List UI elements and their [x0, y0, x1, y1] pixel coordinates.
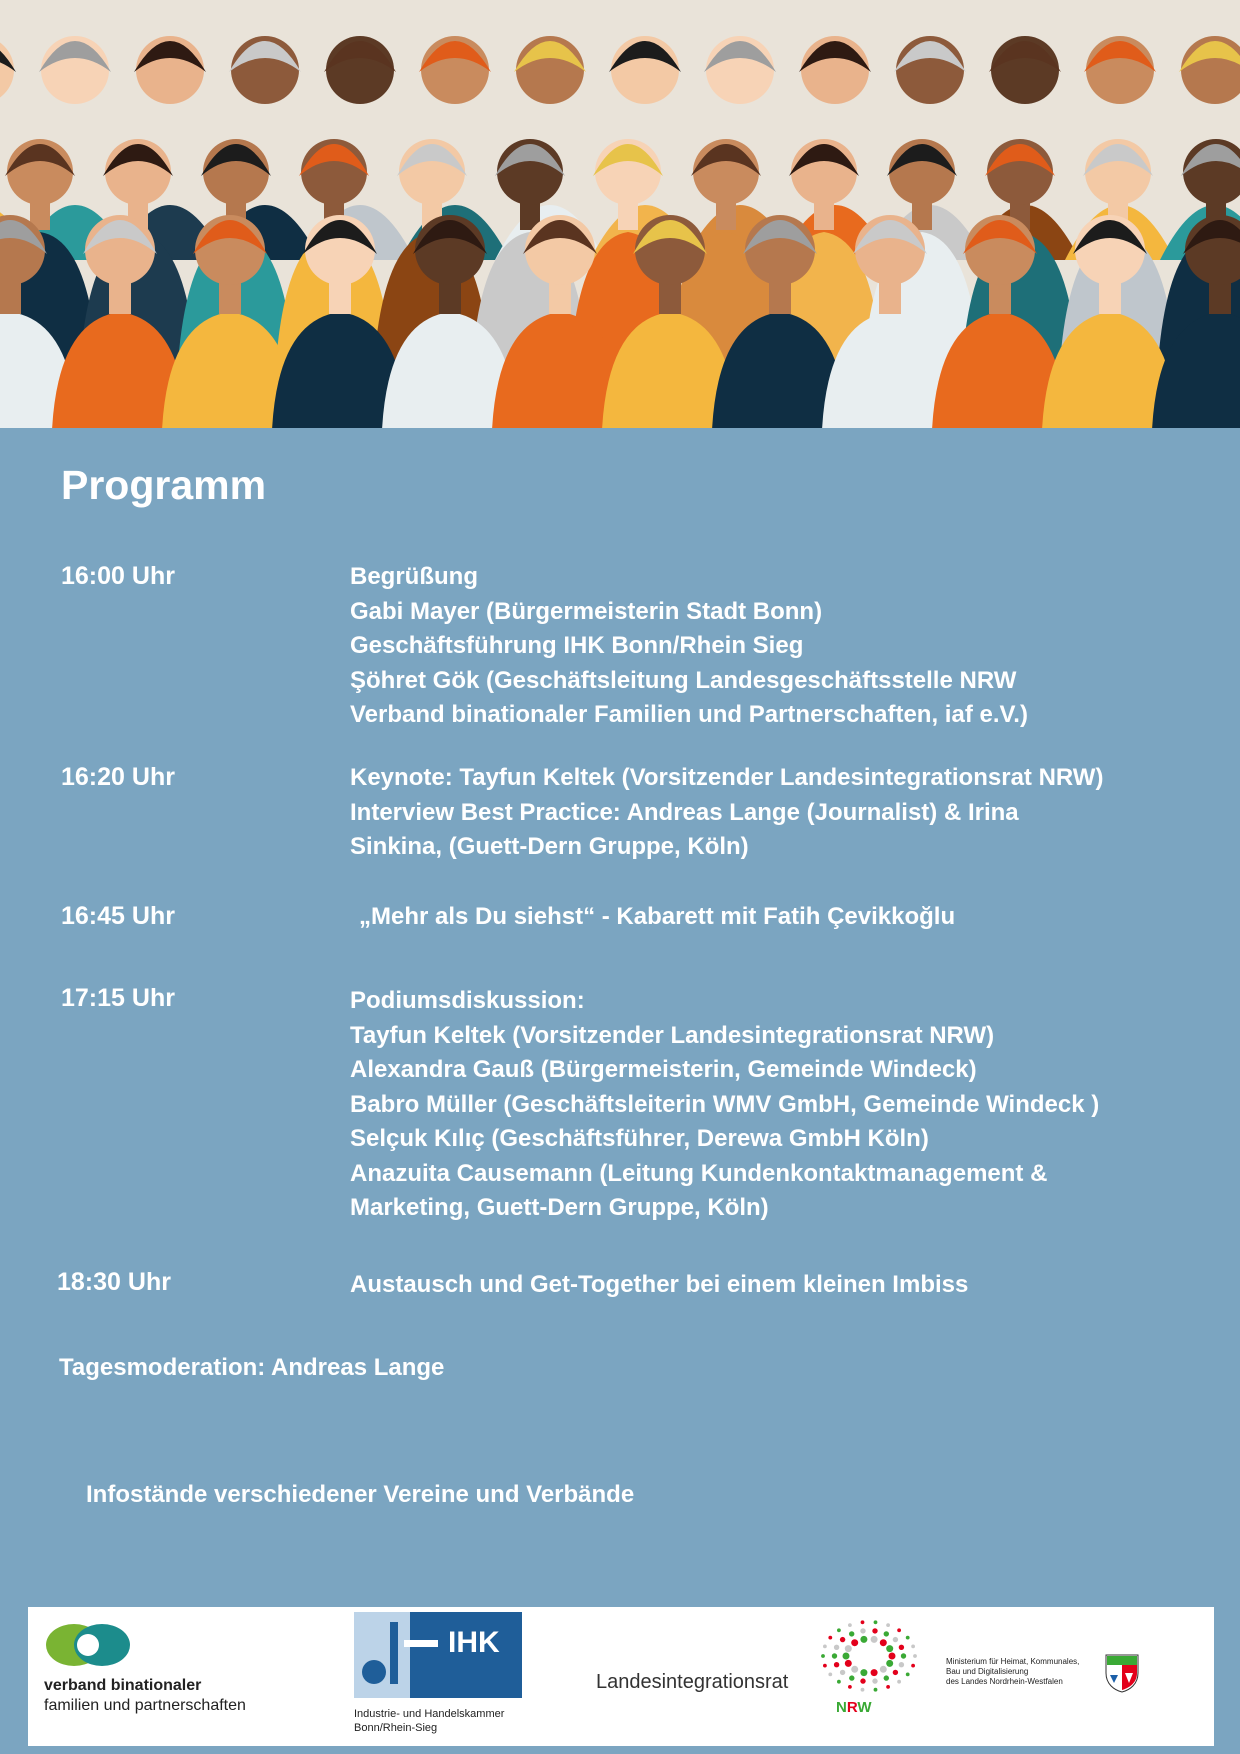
- session-line: Keynote: Tayfun Keltek (Vorsitzender Landesintegrationsrat NRW): [350, 764, 1104, 791]
- lir-dot: [872, 1628, 877, 1633]
- session-line: Begrüßung: [350, 563, 478, 590]
- lir-dot: [911, 1645, 915, 1649]
- crowd-illustration: [0, 0, 1240, 428]
- lir-dot: [832, 1653, 837, 1658]
- vbf-logo-line1: verband binationaler: [44, 1677, 202, 1694]
- lir-logo-nrw-r: R: [846, 1699, 858, 1716]
- lir-dot: [837, 1628, 841, 1632]
- session-line: Selçuk Kılıç (Geschäftsführer, Derewa GmbH Köln): [350, 1125, 929, 1152]
- session-details: [359, 900, 955, 935]
- lir-dot: [860, 1636, 867, 1643]
- lir-dot: [893, 1637, 898, 1642]
- partner-logo-bar: [28, 1607, 1214, 1746]
- ministry-logo-line2: Bau und Digitalisierung: [946, 1667, 1029, 1676]
- session-details: [350, 761, 1103, 865]
- lir-dot: [845, 1645, 852, 1652]
- session-time: 16:45 Uhr: [61, 902, 175, 930]
- lir-dot: [848, 1623, 852, 1627]
- lir-dot: [872, 1678, 877, 1683]
- lir-dot: [897, 1628, 901, 1632]
- lir-dot: [871, 1636, 878, 1643]
- vbf-logo-line2: familien und partnerschaften: [44, 1697, 246, 1714]
- lir-dot: [860, 1669, 867, 1676]
- lir-dot: [886, 1685, 890, 1689]
- lir-logo-nrw-n: N: [836, 1699, 847, 1716]
- ihk-logo-mark-icon: [354, 1612, 522, 1698]
- session-details: [350, 984, 1099, 1226]
- lir-dot: [906, 1636, 910, 1640]
- session-line: Babro Müller (Geschäftsleiterin WMV GmbH, Gemeinde Windeck ): [350, 1090, 1100, 1118]
- session-time: 18:30 Uhr: [57, 1268, 171, 1296]
- ministry-logo: [946, 1657, 1196, 1707]
- lir-logo-nrw: [836, 1699, 872, 1716]
- lir-dot: [897, 1680, 901, 1684]
- lir-dot: [849, 1631, 854, 1636]
- session-line: Podiumsdiskussion:: [350, 987, 585, 1014]
- ministry-logo-line3: des Landes Nordrhein-Westfalen: [946, 1677, 1063, 1686]
- person-head: [0, 36, 14, 104]
- session-line: Marketing, Guett-Dern Gruppe, Köln): [350, 1194, 769, 1221]
- lir-dot: [834, 1662, 839, 1667]
- lir-dot: [884, 1631, 889, 1636]
- lir-dot: [874, 1620, 878, 1624]
- session-line: Austausch und Get-Together bei einem kleinen Imbiss: [350, 1271, 969, 1298]
- lir-logo: [596, 1611, 936, 1741]
- lir-dot: [860, 1678, 865, 1683]
- ihk-logo: [354, 1612, 534, 1737]
- lir-dot: [851, 1666, 858, 1673]
- lir-dot: [913, 1654, 917, 1658]
- lir-logo-nrw-w: W: [857, 1699, 872, 1716]
- session-line: Alexandra Gauß (Bürgermeisterin, Gemeinde Windeck): [350, 1056, 977, 1083]
- moderation-note: Tagesmoderation: Andreas Lange: [59, 1354, 445, 1381]
- lir-dot: [843, 1653, 850, 1660]
- lir-dot: [823, 1645, 827, 1649]
- lir-dot: [848, 1685, 852, 1689]
- lir-dot: [834, 1645, 839, 1650]
- lir-dot: [823, 1664, 827, 1668]
- ihk-logo-line2: Bonn/Rhein-Sieg: [354, 1722, 438, 1734]
- info-stands-note: Infostände verschiedener Vereine und Verbände: [86, 1481, 635, 1508]
- session-details: [350, 1268, 968, 1303]
- program-title: Programm: [61, 462, 267, 508]
- session-time: 16:00 Uhr: [61, 562, 175, 590]
- lir-dot: [906, 1673, 910, 1677]
- crowd-svg: [0, 0, 1240, 428]
- lir-dot: [880, 1639, 887, 1646]
- lir-dot: [840, 1637, 845, 1642]
- session-line: Tayfun Keltek (Vorsitzender Landesintegrationsrat NRW): [350, 1021, 995, 1049]
- lir-dot: [851, 1639, 858, 1646]
- lir-dots-icon: [814, 1611, 924, 1711]
- lir-dot: [899, 1662, 904, 1667]
- lir-dot: [884, 1675, 889, 1680]
- lir-dot: [874, 1688, 878, 1692]
- session-line: Geschäftsführung IHK Bonn/Rhein Sieg: [350, 632, 804, 659]
- nrw-coat-of-arms-icon: [1104, 1653, 1140, 1693]
- session-line: Sinkina, (Guett-Dern Gruppe, Köln): [350, 833, 749, 860]
- session-time: 17:15 Uhr: [61, 984, 175, 1012]
- lir-dot: [828, 1673, 832, 1677]
- lir-dot: [837, 1680, 841, 1684]
- lir-dot: [911, 1664, 915, 1668]
- lir-dot: [849, 1675, 854, 1680]
- lir-dot: [886, 1623, 890, 1627]
- ministry-logo-line1: Ministerium für Heimat, Kommunales,: [946, 1657, 1080, 1666]
- ihk-logo-abbr: IHK: [448, 1626, 500, 1659]
- session-line: Şöhret Gök (Geschäftsleitung Landesgeschäftsstelle NRW: [350, 666, 1017, 694]
- lir-dot: [871, 1669, 878, 1676]
- lir-dot: [886, 1645, 893, 1652]
- lir-dot: [886, 1660, 893, 1667]
- vbf-logo-mark-icon: [44, 1621, 144, 1671]
- lir-dot: [880, 1666, 887, 1673]
- vbf-logo: [44, 1621, 294, 1731]
- lir-dot: [840, 1670, 845, 1675]
- session-details: [350, 560, 1028, 733]
- lir-dot: [821, 1654, 825, 1658]
- session-line: Interview Best Practice: Andreas Lange (Journalist) & Irina: [350, 798, 1019, 826]
- lir-dot: [828, 1636, 832, 1640]
- lir-dot: [861, 1620, 865, 1624]
- lir-dot: [899, 1645, 904, 1650]
- session-line: Anazuita Causemann (Leitung Kundenkontaktmanagement &: [350, 1159, 1048, 1187]
- lir-dot: [901, 1653, 906, 1658]
- lir-logo-name: Landesintegrationsrat: [596, 1671, 789, 1693]
- session-line: „Mehr als Du siehst“ - Kabarett mit Fatih Çevikkoğlu: [359, 903, 956, 930]
- lir-dot: [861, 1688, 865, 1692]
- lir-dot: [893, 1670, 898, 1675]
- ihk-logo-line1: Industrie- und Handelskammer: [354, 1708, 505, 1720]
- lir-dot: [889, 1653, 896, 1660]
- session-line: Gabi Mayer (Bürgermeisterin Stadt Bonn): [350, 597, 823, 625]
- lir-dot: [845, 1660, 852, 1667]
- session-line: Verband binationaler Familien und Partnerschaften, iaf e.V.): [350, 701, 1028, 728]
- session-time: 16:20 Uhr: [61, 763, 175, 791]
- lir-dot: [860, 1628, 865, 1633]
